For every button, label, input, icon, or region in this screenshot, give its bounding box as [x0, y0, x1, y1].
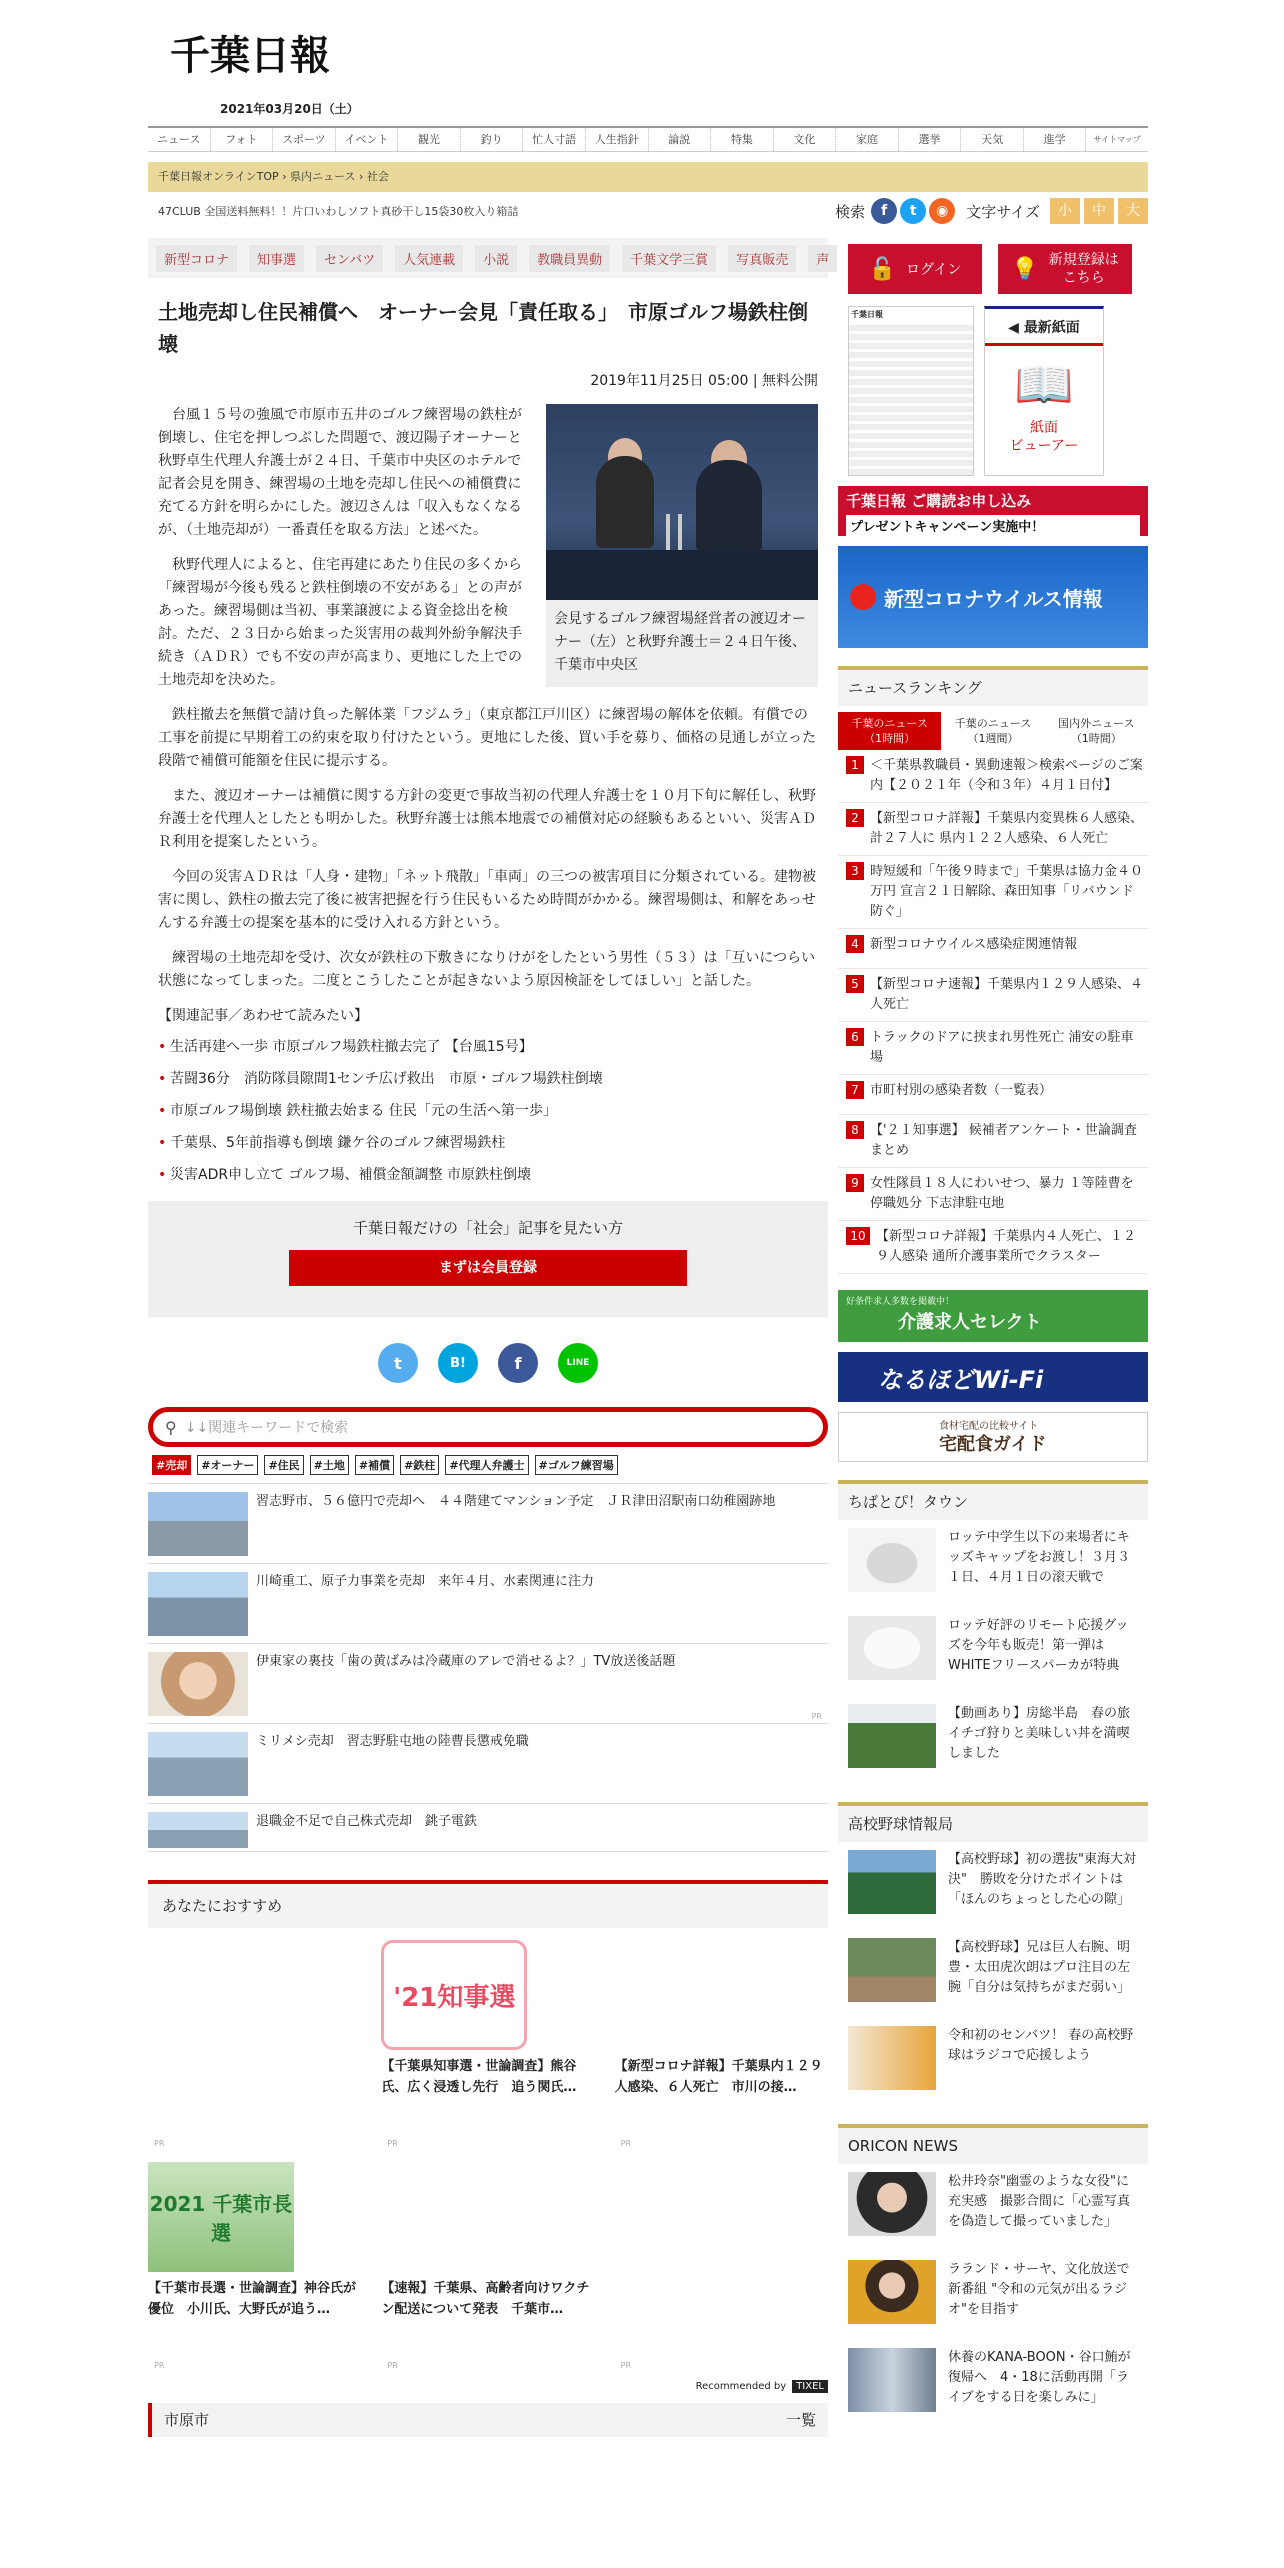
pr-label: PR	[620, 2361, 632, 2370]
ranking-item[interactable]	[838, 1022, 1148, 1075]
oricon-item[interactable]	[838, 2164, 1148, 2252]
keyword-tag[interactable]: #補償	[355, 1455, 394, 1475]
baseball-title: 令和初のセンバツ！ 春の高校野球はラジコで応援しよう	[948, 2028, 1134, 2063]
town-heading: ちばとぴ！タウン	[838, 1480, 1148, 1520]
nav-fishing[interactable]: 釣り	[461, 128, 524, 151]
hatena-share-icon[interactable]: B!	[438, 1343, 478, 1383]
article-paragraph: 秋野代理人によると、住宅再建にあたり住民の多くから「練習場が今後も残ると鉄柱倒壊の不安がある」との声があった。練習場側は当初、事業譲渡による資金捻出を検討。ただ、２３日から始まった災害用の裁判外紛争解決手続き（ＡＤＲ）でも不安の声が高まり、更地にした上での土地売却を決めた。	[158, 557, 522, 688]
tab-chiba-hour[interactable]: 千葉のニュース （1時間）	[838, 712, 941, 750]
pr-label: PR	[154, 2361, 165, 2370]
tag-voice[interactable]: 声	[808, 245, 837, 272]
rank-number: 3	[846, 862, 864, 880]
rank-title: 時短緩和「午後９時まで」千葉県は協力金４０万円 宣言２１日解除、森田知事「リバウンド防ぐ」	[870, 864, 1144, 919]
keyword-tag[interactable]: #オーナー	[197, 1455, 258, 1475]
recommend-image: 2021 千葉市長選	[148, 2162, 294, 2272]
register-label: 新規登録は こちら	[1048, 252, 1119, 286]
tag-corona[interactable]: 新型コロナ	[156, 245, 237, 272]
search-label[interactable]: 検索	[835, 202, 866, 221]
town-thumbnail	[848, 1528, 936, 1592]
rank-number: 1	[846, 756, 864, 774]
ranking-tabs	[838, 712, 1148, 750]
ranking-item[interactable]	[838, 1221, 1148, 1274]
pr-label: PR	[154, 2139, 165, 2148]
tag-novel[interactable]: 小説	[475, 245, 517, 272]
pr-label: PR	[387, 2361, 398, 2370]
recommend-card[interactable]	[615, 2150, 828, 2372]
rank-title: 【新型コロナ速報】千葉県内１２９人感染、４人死亡	[870, 977, 1144, 1012]
news-item[interactable]	[148, 1804, 828, 1852]
rank-number: 2	[846, 809, 864, 827]
city-name: 市原市	[164, 2411, 210, 2429]
article-paragraph: 鉄柱撤去を無償で請け負った解体業「フジムラ」（東京都江戸川区）に練習場の解体を依頼。有償での工事を前提に早期着工の約束を取り付けたという。更地にした後、買い手を募り、価格の見通しが立った段階で補償可能額を住民に提示する。	[158, 707, 816, 769]
latest-paper	[838, 294, 1148, 476]
oricon-thumbnail	[848, 2260, 936, 2324]
nav-sports[interactable]: スポーツ	[273, 128, 336, 151]
tag-election[interactable]: 知事選	[249, 245, 304, 272]
promo-link[interactable]: 47CLUB 全国送料無料！！片口いわしソフト真砂干し15袋30枚入り箱詰	[158, 205, 519, 218]
nav-news[interactable]: ニュース	[148, 128, 211, 151]
font-size-label: 文字サイズ	[966, 202, 1040, 221]
rank-number: 9	[846, 1174, 864, 1192]
photo-caption: 会見するゴルフ練習場経営者の渡辺オーナー（左）と秋野弁護士＝２４日午後、千葉市中央区	[554, 611, 806, 673]
news-title: ミリメシ売却 習志野駐屯地の陸曹長懲戒免職	[256, 1734, 529, 1749]
oricon-title: ラランド・サーヤ、文化放送で新番組 "令和の元気が出るラジオ"を目指す	[948, 2262, 1130, 2317]
recommend-title: 【速報】千葉県、高齢者向けワクチン配送について発表 千葉市…	[381, 2281, 590, 2317]
keyword-row	[148, 1447, 828, 1484]
article-paragraph: 今回の災害ＡＤＲは「人身・建物」「ネット飛散」「車両」の三つの被害項目に分類されている。建物被害に関し、鉄柱の撤去完了後に被害把握を行う住民もいるため時間がかかる。練習場側は、和解をあっせんする弁護士の提案を基本的に受け入れる方針という。	[158, 869, 816, 931]
oricon-item[interactable]	[838, 2340, 1148, 2428]
login-label: ログイン	[906, 262, 962, 278]
register-button[interactable]: まずは会員登録	[289, 1250, 687, 1286]
keyword-label[interactable]: #売却	[152, 1455, 191, 1475]
news-title: 川崎重工、原子力事業を売却 来年４月、水素関連に注力	[256, 1574, 595, 1589]
rank-title: トラックのドアに挟まれ男性死亡 浦安の駐車場	[870, 1030, 1134, 1065]
virus-icon	[850, 584, 876, 610]
nav-weather[interactable]: 天気	[961, 128, 1024, 151]
baseball-thumbnail	[848, 1938, 936, 2002]
related-link[interactable]: • 生活再建へ一歩 市原ゴルフ場鉄柱撤去完了 【台風15号】	[158, 1031, 818, 1063]
pr-label: PR	[387, 2139, 398, 2148]
nav-column[interactable]: 忙人寸語	[523, 128, 586, 151]
nav-election[interactable]: 選挙	[899, 128, 962, 151]
sidebar	[838, 238, 1148, 2428]
keyword-tag[interactable]: #代理人弁護士	[445, 1455, 528, 1475]
recommended-by	[148, 2380, 828, 2393]
pr-label: PR	[620, 2139, 632, 2148]
font-size-medium-button[interactable]: 中	[1084, 198, 1114, 224]
recommend-card[interactable]	[381, 2150, 594, 2372]
press-conference-photo[interactable]	[546, 404, 818, 600]
town-title: 【動画あり】房総半島 春の旅 イチゴ狩りと美味しい丼を満喫しました	[948, 1706, 1144, 1761]
town-item[interactable]	[838, 1520, 1148, 1608]
reader-icon: 📖	[1014, 357, 1074, 413]
town-title: ロッテ好評のリモート応援グッズを今年も販売！第一弾はWHITEフリースパーカが特典	[948, 1618, 1129, 1673]
town-item[interactable]	[838, 1696, 1148, 1784]
member-cta	[148, 1201, 828, 1317]
recommend-image: '21知事選	[381, 1940, 527, 2050]
care-ad-text: 介護求人セレクト	[898, 1312, 1042, 1333]
nav-tourism[interactable]: 観光	[398, 128, 461, 151]
article-photo	[546, 404, 818, 687]
article-pubinfo: 2019年11月25日 05:00 | 無料公開	[590, 373, 818, 389]
recommend-title: 【新型コロナ詳報】千葉県内１２９人感染、６人死亡 市川の接…	[614, 2059, 823, 2095]
rank-number: 5	[846, 975, 864, 993]
tag-bar	[148, 238, 828, 278]
baseball-thumbnail	[848, 1850, 936, 1914]
town-title: ロッテ中学生以下の来場者にキッズキャップをお渡し！３月３１日、４月１日の滚天戦で	[948, 1530, 1131, 1585]
news-thumbnail	[148, 1812, 248, 1848]
lightbulb-icon: 💡	[1011, 256, 1039, 282]
latest-paper-label: ◀ 最新紙面	[985, 309, 1103, 346]
campaign-text: プレゼントキャンペーン実施中！	[846, 515, 1140, 536]
share-buttons	[148, 1343, 828, 1383]
tab-national-hour[interactable]: 国内外ニュース （1時間）	[1058, 717, 1135, 745]
food-ad-text: 宅配食ガイド	[939, 1434, 1047, 1455]
article-body	[148, 404, 828, 1191]
oricon-thumbnail	[848, 2172, 936, 2236]
header-date: 2021年03月20日（土）	[220, 102, 359, 116]
news-item[interactable]	[148, 1564, 828, 1644]
town-thumbnail	[848, 1704, 936, 1768]
recommend-card[interactable]	[381, 1928, 594, 2150]
wifi-ad[interactable]: なるほどWi-Fi	[838, 1352, 1148, 1402]
tag-series[interactable]: 人気連載	[395, 245, 463, 272]
news-thumbnail	[148, 1732, 248, 1796]
oricon-title: 松井玲奈"幽霊のような女役"に充実感 撮影合間に「心霊写真を偽造して撮っていました」	[948, 2174, 1131, 2229]
recommend-image	[381, 2162, 527, 2272]
recommend-grid	[148, 1928, 828, 2372]
paper-viewer-link[interactable]	[984, 306, 1104, 476]
food-ad-sub: 食材宅配の比較サイト	[939, 1421, 1039, 1432]
keyword-search-input[interactable]	[148, 1407, 828, 1447]
ranking-item[interactable]	[838, 1115, 1148, 1168]
news-title: 退職金不足で自己株式売却 銚子電鉄	[256, 1814, 478, 1829]
related-link[interactable]: • 災害ADR申し立て ゴルフ場、補償金額調整 市原鉄柱倒壊	[158, 1159, 818, 1191]
news-list	[148, 1484, 828, 1852]
rss-icon[interactable]: ◉	[929, 198, 955, 224]
baseball-thumbnail	[848, 2026, 936, 2090]
news-item[interactable]	[148, 1724, 828, 1804]
recommend-title: 【千葉県知事選・世論調査】熊谷氏、広く浸透し先行 追う関氏…	[381, 2059, 577, 2095]
keyword-tag[interactable]: #鉄柱	[400, 1455, 439, 1475]
font-size-large-button[interactable]: 大	[1118, 198, 1148, 224]
keyword-tag[interactable]: #土地	[310, 1455, 349, 1475]
recommend-heading: あなたにおすすめ	[148, 1880, 828, 1928]
recommend-image	[615, 1940, 761, 2050]
search-placeholder: ↓↓関連キーワードで検索	[184, 1420, 349, 1436]
rank-number: 4	[846, 935, 864, 953]
svg-text:千葉日報: 千葉日報	[170, 32, 330, 79]
rank-number: 8	[846, 1121, 864, 1139]
related-heading: 【関連記事／あわせて読みたい】	[158, 1008, 368, 1024]
article-paragraph: 練習場の土地売却を受け、次女が鉄柱の下敷きになりけがをしたという男性（５３）は「互いにつらい状態になってしまった。二度とこうしたことが起きないよう原因検証をしてほしい」と話した。	[158, 950, 816, 989]
baseball-heading: 高校野球情報局	[838, 1802, 1148, 1842]
baseball-title: 【高校野球】初の選抜"東海大対決" 勝敗を分けたポイントは「ほんのちょっとした心の隙」	[948, 1852, 1136, 1907]
main-nav	[148, 126, 1148, 152]
city-list-link[interactable]: 一覧	[785, 2411, 816, 2429]
tag-literature[interactable]: 千葉文学三賞	[622, 245, 716, 272]
news-title: 伊東家の裏技「歯の黄ばみは冷蔵庫のアレで消せるよ？」TV放送後話題	[256, 1654, 676, 1669]
facebook-icon[interactable]: f	[871, 198, 897, 224]
viewer-label: 紙面 ビューアー	[1009, 420, 1079, 454]
related-link[interactable]: • 市原ゴルフ場倒壊 鉄柱撤去始まる 住民「元の生活へ第一歩」	[158, 1095, 818, 1127]
breadcrumb[interactable]: 千葉日報オンラインTOP › 県内ニュース › 社会	[148, 162, 1148, 192]
ranking-item[interactable]	[838, 856, 1148, 929]
news-item[interactable]	[148, 1644, 828, 1724]
paper-masthead: 千葉日報	[849, 307, 973, 325]
ranking-heading: ニュースランキング	[838, 666, 1148, 706]
nav-life[interactable]: 人生指針	[586, 128, 649, 151]
care-job-ad[interactable]	[838, 1290, 1148, 1342]
baseball-title: 【高校野球】兄は巨人右腕、明豊・太田虎次朗はプロ注目の左腕「自分は気持ちがまだ弱い」	[948, 1940, 1131, 1995]
nav-culture[interactable]: 文化	[774, 128, 837, 151]
keyword-tag[interactable]: #住民	[264, 1455, 303, 1475]
news-thumbnail	[148, 1572, 248, 1636]
corona-info-banner[interactable]	[838, 546, 1148, 648]
rank-title: 市町村別の感染者数（一覧表）	[870, 1083, 1053, 1098]
food-delivery-ad[interactable]	[838, 1412, 1148, 1462]
article-title: 土地売却し住民補償へ オーナー会見「責任取る」 市原ゴルフ場鉄柱倒壊	[158, 300, 808, 356]
baseball-item[interactable]	[838, 1930, 1148, 2018]
town-thumbnail	[848, 1616, 936, 1680]
tab-chiba-week[interactable]: 千葉のニュース （1週間）	[954, 717, 1032, 745]
rank-title: 新型コロナウイルス感染症関連情報	[870, 937, 1078, 952]
ranking-list	[838, 750, 1148, 1274]
news-thumbnail	[148, 1492, 248, 1556]
rank-title: 【新型コロナ詳報】千葉県内４人死亡、１２９人感染 通所介護事業所でクラスター	[876, 1229, 1137, 1264]
related-link[interactable]: • 千葉県、5年前指導も倒壊 鎌ケ谷のゴルフ練習場鉄柱	[158, 1127, 818, 1159]
tag-photo-sales[interactable]: 写真販売	[728, 245, 796, 272]
unlock-icon: 🔓	[868, 256, 897, 282]
nav-education[interactable]: 進学	[1024, 128, 1087, 151]
corona-text: 新型コロナウイルス情報	[884, 586, 1103, 611]
recommend-card[interactable]	[148, 2150, 361, 2372]
search-icon: ⚲	[165, 1417, 177, 1437]
site-logo[interactable]	[170, 28, 390, 80]
recommend-card[interactable]	[148, 1928, 361, 2150]
article-paragraph: 台風１５号の強風で市原市五井のゴルフ練習場の鉄柱が倒壊し、住宅を押しつぶした問題で、渡辺陽子オーナーと秋野卓生代理人弁護士が２４日、千葉市中央区のホテルで記者会見を開き、練習場の土地を売却し住民への補償費に充てる方針を明らかにした。渡辺さんは「収入もなくなるが、（土地売却が）一番責任を取る方法」と述べた。	[158, 407, 522, 538]
rank-title: ＜千葉県教職員・異動速報＞検索ページのご案内【２０２１年（令和３年）４月１日付】	[870, 758, 1143, 793]
member-cta-text: 千葉日報だけの「社会」記事を見たい方	[352, 1219, 623, 1237]
twitter-icon[interactable]: t	[900, 198, 926, 224]
font-size-small-button[interactable]: 小	[1050, 198, 1080, 224]
rank-number: 6	[846, 1028, 864, 1046]
login-button[interactable]	[848, 244, 982, 294]
main-column	[148, 238, 828, 2437]
paper-thumbnail[interactable]	[848, 306, 974, 476]
ranking-item[interactable]	[838, 1168, 1148, 1221]
login-row	[838, 238, 1148, 294]
baseball-item[interactable]	[838, 2018, 1148, 2106]
article-paragraph: また、渡辺オーナーは補償に関する方針の変更で事故当初の代理人弁護士を１０月下旬に解任し、秋野弁護士を代理人としたとも明かした。秋野弁護士は熊本地震での補償対応の経験もあるといい、災害ＡＤＲ利用を提案したという。	[158, 788, 816, 850]
ranking-item[interactable]	[838, 1075, 1148, 1115]
ranking-item[interactable]	[838, 969, 1148, 1022]
recommend-card[interactable]	[615, 1928, 828, 2150]
oricon-thumbnail	[848, 2348, 936, 2412]
nav-event[interactable]: イベント	[336, 128, 399, 151]
recommend-title: 【千葉市長選・世論調査】神谷氏が優位 小川氏、大野氏が追う…	[148, 2281, 357, 2317]
keyword-tag[interactable]: #ゴルフ練習場	[535, 1455, 618, 1475]
subscribe-text: 千葉日報 ご購読お申し込み	[846, 492, 1032, 510]
rank-number: 10	[846, 1227, 870, 1245]
rank-number: 7	[846, 1081, 864, 1099]
tag-teacher-transfer[interactable]: 教職員異動	[529, 245, 610, 272]
rank-title: 【'２１知事選】 候補者アンケート・世論調査まとめ	[870, 1123, 1137, 1158]
ranking-item[interactable]	[838, 929, 1148, 969]
recommended-by-text: Recommended by	[695, 2381, 787, 2392]
ranking-item[interactable]	[838, 750, 1148, 803]
rank-title: 【新型コロナ詳報】千葉県内変異株６人感染、計２７人に 県内１２２人感染、６人死亡	[870, 811, 1144, 846]
subscribe-banner[interactable]	[838, 486, 1148, 536]
sub-bar	[148, 196, 1148, 226]
logo-mark	[170, 31, 380, 77]
nav-home[interactable]: 家庭	[836, 128, 899, 151]
news-title: 習志野市、５６億円で売却へ ４４階建てマンション予定 ＪＲ津田沼駅南口幼稚園跡地	[256, 1494, 776, 1509]
nav-editorial[interactable]: 論説	[649, 128, 712, 151]
ranking-item[interactable]	[838, 803, 1148, 856]
oricon-item[interactable]	[838, 2252, 1148, 2340]
nav-feature[interactable]: 特集	[711, 128, 774, 151]
care-ad-sub: 好条件求人多数を掲載中！	[846, 1297, 955, 1307]
rank-title: 女性隊員１８人にわいせつ、暴力 １等陸曹を停職処分 下志津駐屯地	[870, 1176, 1134, 1211]
tixel-logo[interactable]: TIXEL	[792, 2380, 828, 2393]
line-share-icon[interactable]: LINE	[558, 1343, 598, 1383]
facebook-share-icon[interactable]: f	[498, 1343, 538, 1383]
tag-senbatsu[interactable]: センバツ	[316, 245, 383, 272]
register-side-button[interactable]	[998, 244, 1132, 294]
nav-photo[interactable]: フォト	[211, 128, 274, 151]
pr-label: PR	[811, 1712, 822, 1721]
nav-sitemap[interactable]: サイトマップ	[1093, 135, 1141, 144]
oricon-title: 休養のKANA-BOON・谷口鮪が復帰へ 4・18に活動再開「ライブをする日を楽しみに」	[948, 2350, 1131, 2405]
news-thumbnail	[148, 1652, 248, 1716]
town-item[interactable]	[838, 1608, 1148, 1696]
twitter-share-icon[interactable]: t	[378, 1343, 418, 1383]
related-link[interactable]: • 苦闘36分 消防隊員隙間1センチ広げ救出 市原・ゴルフ場鉄柱倒壊	[158, 1063, 818, 1095]
baseball-item[interactable]	[838, 1842, 1148, 1930]
oricon-heading: ORICON NEWS	[838, 2124, 1148, 2164]
news-item[interactable]	[148, 1484, 828, 1564]
city-section-heading	[148, 2403, 828, 2437]
